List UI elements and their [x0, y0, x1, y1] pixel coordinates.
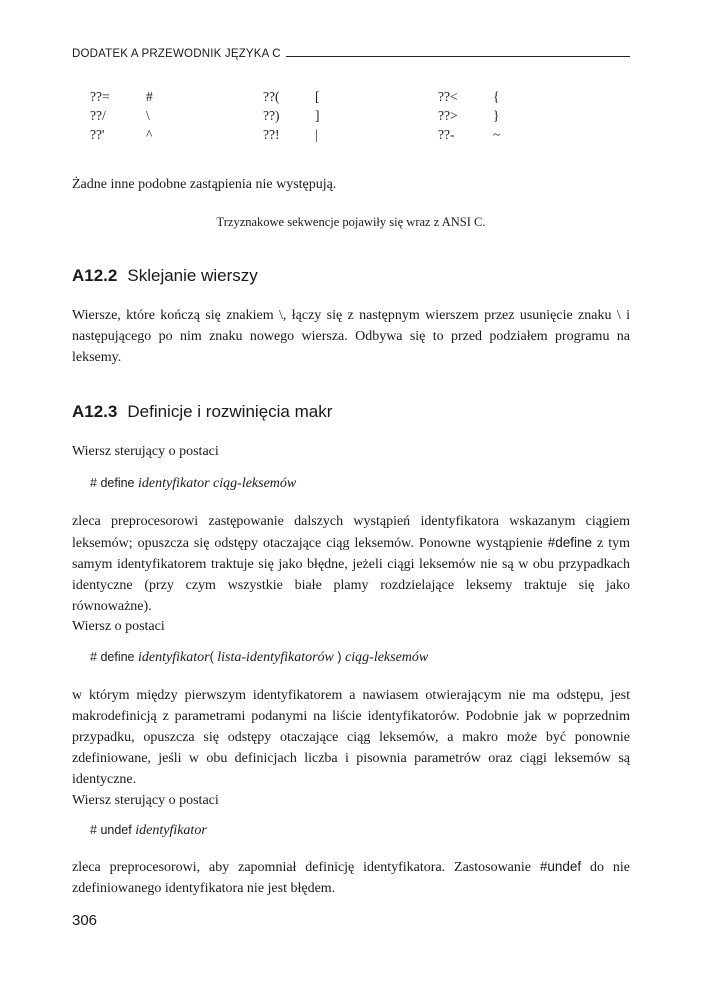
section-number: A12.3	[72, 402, 118, 421]
trigraph-row	[90, 127, 530, 146]
code-undef	[90, 823, 207, 839]
code-keyword: define	[100, 650, 135, 664]
trigraph-char: {	[493, 89, 500, 104]
running-head	[72, 48, 630, 60]
section-title: Definicje i rozwinięcia makr	[127, 402, 333, 421]
trigraph-table	[90, 89, 530, 146]
trigraph-char: #	[146, 89, 153, 104]
paragraph-intro-define-params: Wiersz o postaci	[72, 619, 165, 634]
trigraph-char: \	[146, 108, 150, 123]
text-run: z tym samym identyfikatorem traktuje się jako błędne, jeżeli ciągi leksemów nie są w obu przypadkach identyczne (przy czym wszystkie białe plamy rozdzielające leksemy traktuje się jako równoważne).	[72, 536, 630, 614]
code-argument: identyfikator ciąg-leksemów	[138, 476, 297, 491]
section-number: A12.2	[72, 266, 118, 285]
code-hash: #	[90, 823, 97, 837]
running-title: DODATEK A PRZEWODNIK JĘZYKA C	[72, 48, 281, 60]
trigraph-char: ~	[493, 127, 501, 142]
paragraph-macro-params-explanation: w którym między pierwszym identyfikatorem a nawiasem otwierającym nie ma odstępu, jest makrodefinicją z parametrami podanymi na liście identyfikatorów. Podobnie jak w poprzednim przypadku, opuszcza się odstępy otaczające ciąg leksemów, a makro może być ponownie zdefiniowane, jeśli w obu definicjach liczba i pisownia parametrów oraz ciągi leksemów są identyczne.	[72, 688, 630, 787]
code-argument: identyfikator	[135, 823, 207, 838]
trigraph-char: ]	[315, 108, 320, 123]
section-heading-a12-2	[72, 266, 258, 286]
trigraph-row	[90, 108, 530, 127]
section-heading-a12-3	[72, 402, 332, 422]
paragraph-intro-undef: Wiersz sterujący o postaci	[72, 793, 219, 808]
trigraph-char: ^	[146, 127, 153, 142]
code-keyword: define	[100, 476, 135, 490]
paragraph-intro-define: Wiersz sterujący o postaci	[72, 444, 219, 459]
paragraph-no-other: Żadne inne podobne zastąpienia nie występują.	[72, 177, 337, 192]
trigraph-seq: ??=	[90, 89, 110, 104]
trigraph-seq: ??<	[438, 89, 458, 104]
trigraph-seq: ??'	[90, 127, 105, 142]
trigraph-row	[90, 89, 530, 108]
trigraph-seq: ??-	[438, 127, 455, 142]
section-title: Sklejanie wierszy	[127, 266, 258, 285]
trigraph-char: }	[493, 108, 500, 123]
paragraph-line-splicing: Wiersze, które kończą się znakiem \, łączy się z następnym wierszem przez usunięcie znaku \ i następującego po nim znaku nowego wiersza. Odbywa się to przed podziałem programu na leksemy.	[72, 308, 630, 365]
text-run: zleca preprocesorowi, aby zapomniał definicję identyfikatora. Zastosowanie	[72, 860, 540, 875]
trigraph-seq: ??/	[90, 108, 106, 123]
trigraph-char: [	[315, 89, 320, 104]
trigraph-seq: ??>	[438, 108, 458, 123]
note-ansi: Trzyznakowe sekwencje pojawiły się wraz z ANSI C.	[216, 215, 486, 229]
code-hash: #	[90, 650, 97, 664]
trigraph-seq: ??!	[263, 127, 280, 142]
trigraph-char: |	[315, 127, 318, 142]
code-keyword: undef	[100, 823, 132, 837]
code-token-sequence: ciąg-leksemów	[345, 650, 429, 665]
code-identifier: identyfikator	[138, 650, 210, 665]
trigraph-seq: ??(	[263, 89, 280, 104]
code-param-list: lista-identyfikatorów	[217, 650, 334, 665]
text-run: zleca preprocesorowi zastępowanie dalszych wystąpień identyfikatora wskazanym ciągiem leksemów; opuszcza się odstępy otaczające ciąg leksemów. Ponowne wystąpienie	[72, 514, 630, 551]
code-close-paren: )	[337, 650, 342, 664]
code-hash: #	[90, 476, 97, 490]
code-open-paren: (	[209, 650, 214, 664]
code-define-simple	[90, 476, 296, 492]
paragraph-undef-explanation	[72, 856, 630, 899]
trigraph-seq: ??)	[263, 108, 280, 123]
code-define-params	[90, 650, 428, 666]
inline-keyword-define: #define	[547, 535, 593, 550]
inline-keyword-undef: #undef	[539, 859, 582, 874]
page-number: 306	[72, 912, 98, 929]
header-rule	[286, 56, 630, 57]
text-run: do nie zdefiniowanego identyfikatora nie jest błędem.	[72, 860, 631, 896]
